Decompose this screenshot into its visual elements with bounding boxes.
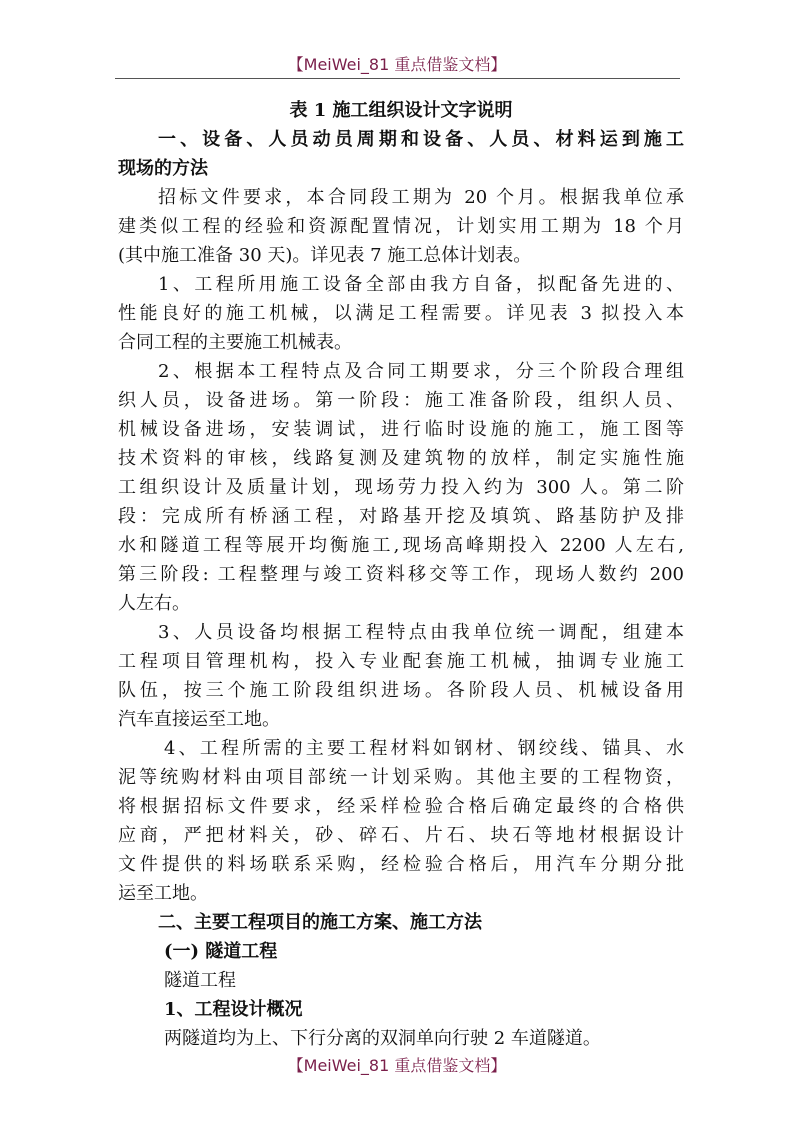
paragraph-line: 泥等统购材料由项目部统一计划采购。其他主要的工程物资， (118, 767, 684, 788)
subsection-heading: 1、工程设计概况 (164, 999, 303, 1020)
paragraph-line: 将根据招标文件要求，经采样检验合格后确定最终的合格供 (118, 796, 684, 817)
paragraph-line: 4、工程所需的主要工程材料如钢材、钢绞线、锚具、水 (164, 738, 684, 759)
header-watermark: 【MeiWei_81 重点借鉴文档】 (287, 55, 507, 74)
paragraph-line: 水和隧道工程等展开均衡施工,现场高峰期投入 2200 人左右, (118, 535, 684, 556)
paragraph-line: 3、人员设备均根据工程特点由我单位统一调配，组建本 (158, 622, 684, 643)
paragraph-line: 应商，严把材料关，砂、碎石、片石、块石等地材根据设计 (118, 825, 684, 846)
document-body (118, 96, 684, 1053)
subsection-heading: (一) 隧道工程 (164, 941, 278, 962)
page-title: 表 1 施工组织设计文字说明 (289, 100, 513, 121)
paragraph-line: 织人员，设备进场。第一阶段：施工准备阶段，组织人员、 (118, 390, 684, 411)
paragraph-line: 2、根据本工程特点及合同工期要求，分三个阶段合理组 (158, 361, 684, 382)
paragraph-line: 合同工程的主要施工机械表。 (118, 332, 352, 353)
paragraph-line: 段：完成所有桥涵工程，对路基开挖及填筑、路基防护及排 (118, 506, 684, 527)
paragraph-line: 技术资料的审核，线路复测及建筑物的放样，制定实施性施 (118, 448, 684, 469)
section-heading: 一、设备、人员动员周期和设备、人员、材料运到施工 (158, 129, 684, 150)
paragraph-line: 工程项目管理机构，投入专业配套施工机械，抽调专业施工 (118, 651, 684, 672)
subsection-text: 隧道工程 (164, 970, 236, 991)
paragraph-line: 招标文件要求，本合同段工期为 20 个月。根据我单位承 (158, 187, 684, 208)
section-heading-cont: 现场的方法 (118, 158, 208, 179)
paragraph-line: 建类似工程的经验和资源配置情况，计划实用工期为 18 个月 (118, 216, 684, 237)
paragraph-line: 文件提供的料场联系采购，经检验合格后，用汽车分期分批 (118, 854, 684, 875)
paragraph-line: 汽车直接运至工地。 (118, 709, 280, 730)
section-heading: 二、主要工程项目的施工方案、施工方法 (158, 912, 482, 933)
paragraph-line: 机械设备进场，安装调试，进行临时设施的施工，施工图等 (118, 419, 684, 440)
paragraph-line: (其中施工准备 30 天)。详见表 7 施工总体计划表。 (118, 245, 532, 266)
subsection-text: 两隧道均为上、下行分离的双洞单向行驶 2 车道隧道。 (164, 1028, 601, 1049)
paragraph-line: 1、工程所用施工设备全部由我方自备，拟配备先进的、 (158, 274, 684, 295)
paragraph-line: 人左右。 (118, 593, 190, 614)
footer-watermark: 【MeiWei_81 重点借鉴文档】 (287, 1056, 507, 1075)
paragraph-line: 运至工地。 (118, 883, 208, 904)
paragraph-line: 队伍，按三个施工阶段组织进场。各阶段人员、机械设备用 (118, 680, 684, 701)
paragraph-line: 工组织设计及质量计划，现场劳力投入约为 300 人。第二阶 (118, 477, 684, 498)
paragraph-line: 性能良好的施工机械，以满足工程需要。详见表 3 拟投入本 (118, 303, 684, 324)
paragraph-line: 第三阶段: 工程整理与竣工资料移交等工作，现场人数约 200 (118, 564, 684, 585)
header-divider (115, 78, 680, 79)
